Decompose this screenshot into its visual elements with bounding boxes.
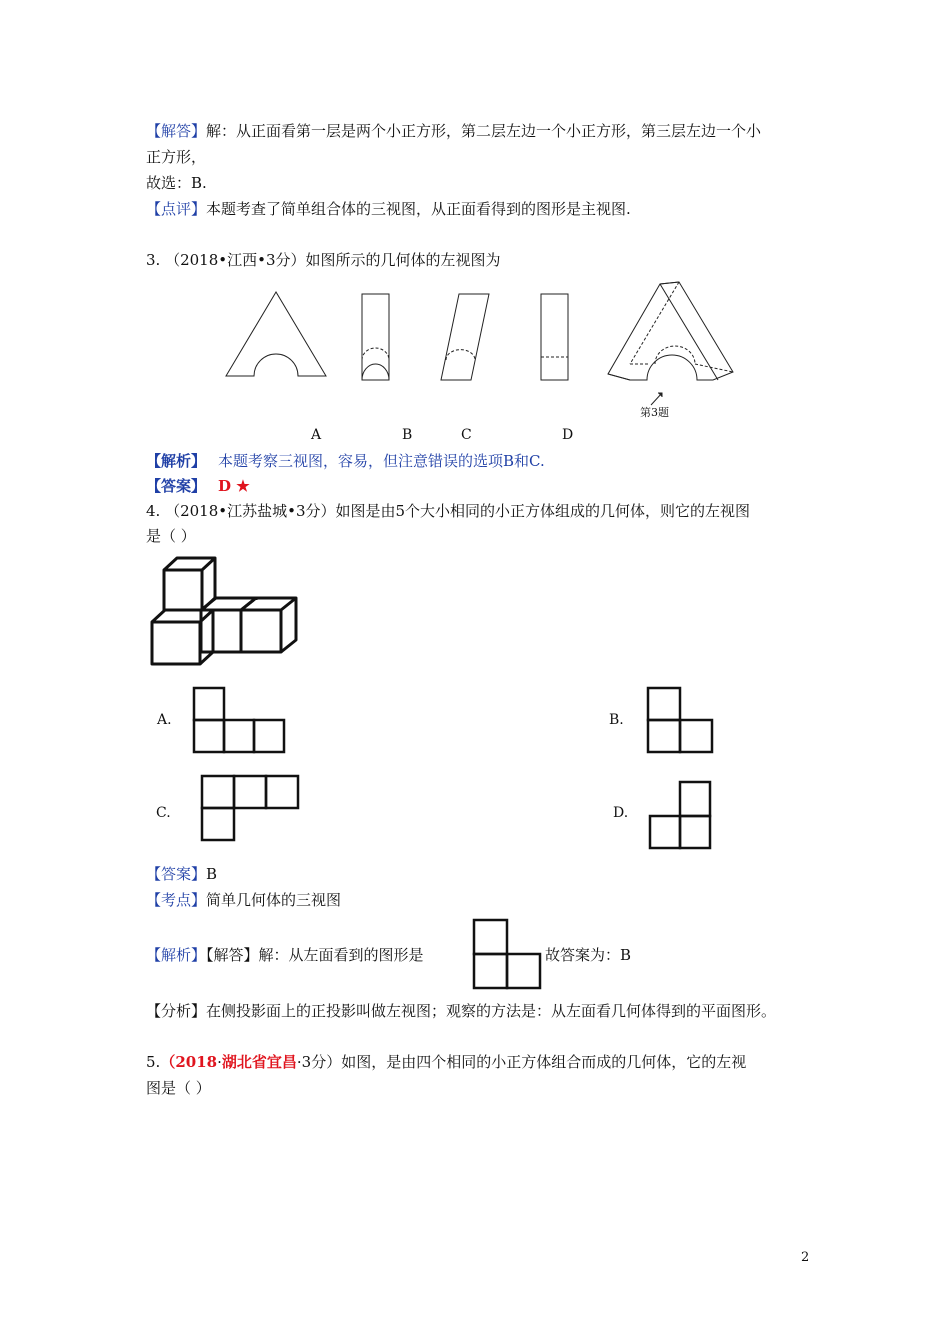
q2-comment-text: 本题考查了简单组合体的三视图，从正面看得到的图形是主视图. xyxy=(206,200,631,218)
q4-analysis-text1: 解：从左面看到的图形是 xyxy=(258,946,424,964)
q5-province: 湖北省宜昌 xyxy=(221,1053,297,1071)
q3-option-b: B xyxy=(402,427,413,443)
q4-fenxi xyxy=(146,1000,776,1022)
q2-choose: 故选：B. xyxy=(146,174,207,192)
q5-year: 2018 xyxy=(175,1053,218,1071)
q2-solution-text: 解：从正面看第一层是两个小正方形，第二层左边一个小正方形，第三层左边一个小 xyxy=(206,122,762,140)
q2-comment-tag: 【点评】 xyxy=(146,200,207,218)
q4-fenxi-text: 在侧投影面上的正投影叫做左视图；观察的方法是：从左面看几何体得到的平面图形。 xyxy=(206,1002,777,1020)
q4-option-d-label: D. xyxy=(613,805,629,821)
q4-answer-text: B xyxy=(206,865,218,883)
q3-option-c: C xyxy=(461,427,472,443)
q4-option-b-label: B. xyxy=(609,712,624,728)
q3-analysis-tag: 【解析】 xyxy=(146,452,207,470)
q4-point-text: 简单几何体的三视图 xyxy=(206,891,342,909)
q4-fenxi-tag: 【分析】 xyxy=(146,1002,207,1020)
q4-point-tag: 【考点】 xyxy=(146,891,207,909)
q4-option-c-label: C. xyxy=(156,805,171,821)
q4-stem-line1: 4. （2018•江苏盐城•3分）如图是由5个大小相同的小正方体组成的几何体，则它的左视图 xyxy=(146,502,751,520)
q4-analysis-tag: 【解析】 xyxy=(146,946,207,964)
q3-option-a: A xyxy=(311,427,322,443)
page-number: 2 xyxy=(801,1250,810,1265)
q3-answer-text: D ★ xyxy=(218,477,250,495)
q5-stem-line1 xyxy=(146,1051,746,1073)
q5-num: 5. xyxy=(146,1053,161,1071)
q3-stem: 3. （2018•江西•3分）如图所示的几何体的左视图为 xyxy=(146,251,501,269)
q5-dot1: · xyxy=(217,1053,222,1071)
q4-analysis-text2: 故答案为：B xyxy=(545,946,632,964)
q4-stem-line2: 是（ ） xyxy=(146,527,196,545)
q5-score: 3分） xyxy=(301,1053,342,1071)
q2-solution-tag: 【解答】 xyxy=(146,122,207,140)
q5-stem-rest: 如图，是由四个相同的小正方体组合而成的几何体，它的左视 xyxy=(341,1053,747,1071)
q5-source-open: （ xyxy=(160,1053,176,1071)
q4-option-a-label: A. xyxy=(157,712,172,728)
q3-analysis-text: 本题考察三视图，容易，但注意错误的选项B和C. xyxy=(218,452,545,470)
q3-figure-caption: 第3题 xyxy=(640,406,669,419)
q3-option-d: D xyxy=(562,427,574,443)
q4-solve-tag: 【解答】 xyxy=(206,946,259,964)
q4-answer-tag: 【答案】 xyxy=(146,865,207,883)
q5-dot2: · xyxy=(296,1053,302,1071)
q3-answer-tag: 【答案】 xyxy=(146,477,207,495)
q5-stem-line2: 图是（ ） xyxy=(146,1079,211,1097)
q2-solution-line2: 正方形， xyxy=(146,148,207,166)
